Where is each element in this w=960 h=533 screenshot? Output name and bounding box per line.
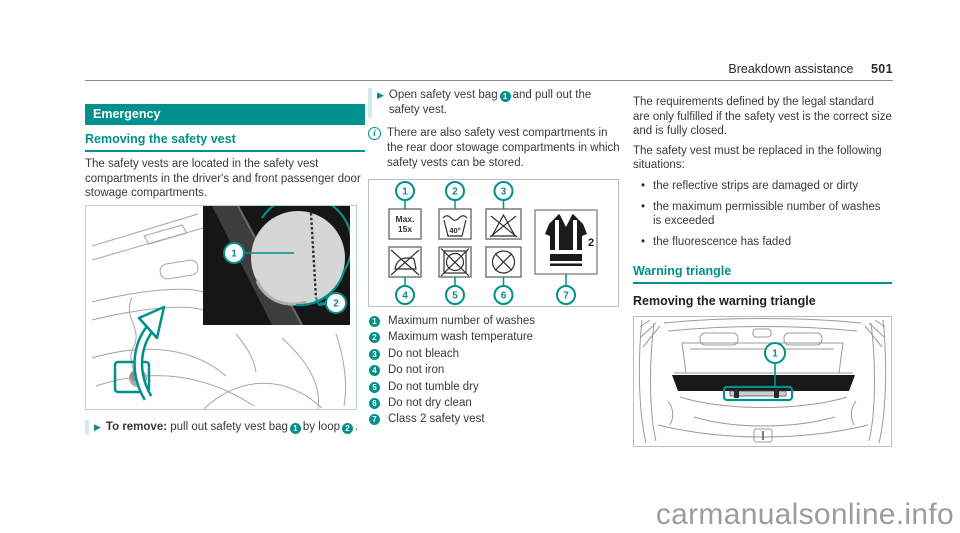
svg-text:3: 3 [500,186,507,198]
list-item: • the fluorescence has faded [633,235,892,250]
do-not-bleach-icon [490,215,517,237]
legend-item: 1 Maximum number of washes [368,315,620,329]
svg-text:4: 4 [402,290,408,302]
inline-num-1: 1 [500,91,511,102]
list-item: • the reflective strips are damaged or dirty [633,179,892,194]
trunk-figure [633,316,892,447]
svg-text:40°: 40° [449,226,461,235]
step-arrow-icon: ▶ [94,421,101,432]
svg-text:6: 6 [500,290,507,302]
subsection-heading: Removing the safety vest [85,125,365,152]
svg-text:Max.: Max. [395,214,415,224]
svg-text:15x: 15x [397,224,413,234]
svg-text:1: 1 [402,186,408,198]
do-not-dry-clean-icon [493,251,515,273]
column-left [85,104,365,435]
legend-item: 4 Do not iron [368,364,620,378]
running-header-title: Breakdown assistance [728,62,854,76]
care-symbols-figure [368,179,619,307]
svg-text:7: 7 [563,290,569,302]
running-header [85,62,893,81]
list-item: • the maximum permissible number of washes is exceeded [633,200,892,229]
legend-item: 3 Do not bleach [368,348,620,362]
step-marker-bar [85,420,89,435]
vest-class-number: 2 [587,237,595,249]
care-callouts [396,182,575,304]
door-compartment-figure [85,205,357,410]
callout-1-num: 1 [772,348,778,360]
legend-item: 2 Maximum wash temperature [368,331,620,345]
svg-text:2: 2 [452,186,458,198]
inline-num-1: 1 [290,423,301,434]
legend-item: 7 Class 2 safety vest [368,413,620,427]
intro-paragraph: The safety vests are located in the safety vest compartments in the driver's and front passenger door stowage compartments. [85,158,361,200]
warning-triangle-heading: Warning triangle [633,264,892,284]
bullet-icon: • [640,235,646,248]
legend-item: 6 Do not dry clean [368,397,620,411]
bullet-icon: • [640,179,646,192]
do-not-iron-icon [391,250,419,275]
info-note [368,126,620,171]
section-banner: Emergency [85,104,365,125]
remove-step-text: To remove: pull out safety vest bag 1 by loop 2 . [105,420,359,433]
open-step [368,88,620,118]
header-rule [85,80,893,81]
remove-step [85,420,365,435]
removing-warning-triangle-subheading: Removing the warning triangle [633,294,816,309]
svg-text:5: 5 [452,290,458,302]
safety-vest-bag [251,211,345,305]
requirements-paragraph: The requirements defined by the legal standard are only fulfilled if the safety vest is the correct size and is fully closed. [633,96,892,138]
legend-item: 5 Do not tumble dry [368,381,620,395]
bullet-icon: • [640,200,646,213]
replace-conditions-list [633,179,892,249]
pull-arrow-icon [138,307,164,398]
step-arrow-icon: ▶ [377,90,384,100]
info-icon: i [368,127,381,140]
do-not-tumble-dry-icon [441,249,469,277]
wash-count-symbol [396,214,415,234]
inline-num-2: 2 [342,423,353,434]
safety-vest-icon [545,214,587,266]
open-step-text: Open safety vest bag 1 and pull out the safety vest. [388,89,592,116]
page-number: 501 [870,62,893,76]
care-symbol-legend [368,315,620,427]
callout-1-num: 1 [231,248,237,260]
info-note-text: There are also safety vest compartments in the rear door stowage compartments in which safety vests can be stored. [387,127,620,169]
callout-2-num: 2 [333,298,339,310]
column-middle [368,88,620,430]
column-right [633,95,892,447]
replace-paragraph: The safety vest must be replaced in the following situations: [633,144,882,172]
remove-step-label: To remove: [105,420,168,433]
step-marker-bar [368,88,372,118]
watermark: carmanualsonline.info [655,498,954,531]
parcel-shelf-bar [672,375,855,391]
